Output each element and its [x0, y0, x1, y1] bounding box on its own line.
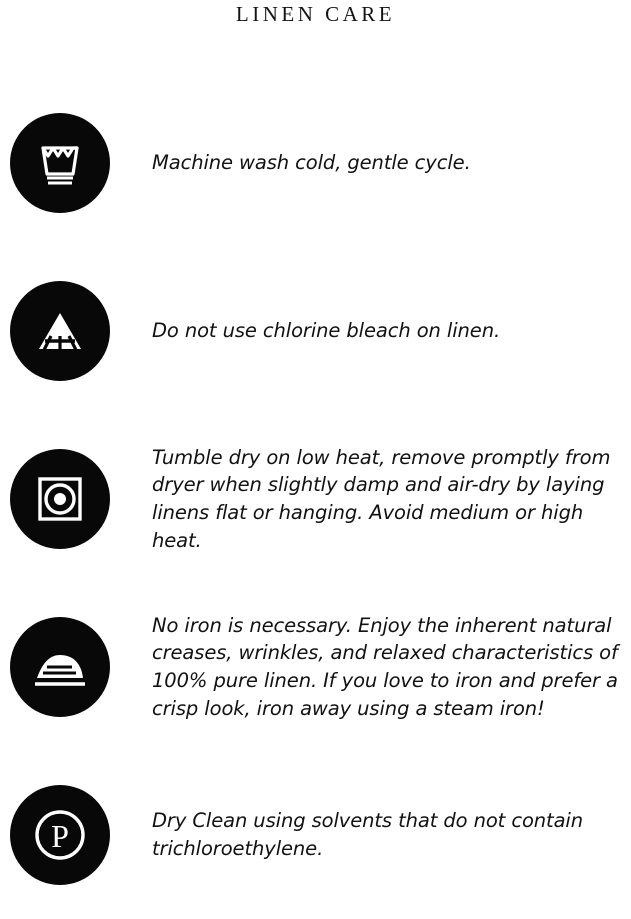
machine-wash-icon	[8, 111, 112, 215]
dry-clean-p-icon	[8, 783, 112, 887]
iron-icon	[8, 615, 112, 719]
care-instruction-list	[0, 79, 631, 919]
care-instruction-text: Dry Clean using solvents that do not contain trichloroethylene.	[152, 809, 584, 860]
do-not-bleach-icon	[8, 279, 112, 383]
care-instruction-text: Do not use chlorine bleach on linen.	[152, 319, 501, 343]
care-instruction-text: Tumble dry on low heat, remove promptly from dryer when slightly damp and air-dry by laying linens flat or hanging. Avoid medium or high heat.	[152, 445, 611, 552]
list-item	[0, 583, 631, 751]
tumble-dry-low-icon	[8, 447, 112, 551]
list-item	[0, 415, 631, 583]
list-item	[0, 751, 631, 919]
list-item	[0, 247, 631, 415]
care-instruction-text: Machine wash cold, gentle cycle.	[152, 151, 471, 175]
care-instruction-text: No iron is necessary. Enjoy the inherent natural creases, wrinkles, and relaxed characteristics of 100% pure linen. If you love to iron and prefer a crisp look, iron away using a steam iron!	[152, 613, 618, 720]
page-title: LINEN CARE	[235, 2, 396, 26]
svg-text:P: P	[51, 818, 69, 854]
list-item	[0, 79, 631, 247]
